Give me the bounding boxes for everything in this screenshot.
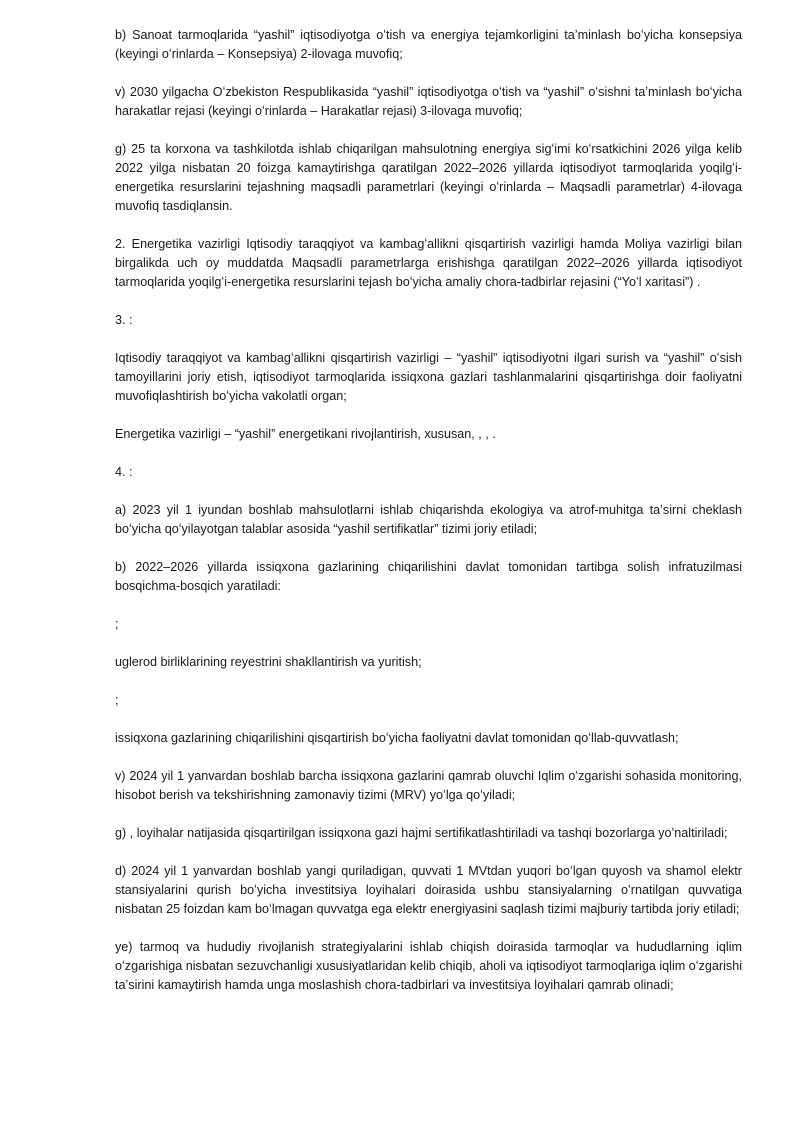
paragraph-4a-yashil-sertifikatlar: a) 2023 yil 1 iyundan boshlab mahsulotlarni ishlab chiqarishda ekologiya va atrof-muhitga taʼsirni cheklash boʻyicha qoʻyilayotgan talablar asosida “yashil sertifikatlar” tizimi joriy etiladi;	[115, 503, 742, 536]
paragraph-4b-issiqxona-gazlari: b) 2022–2026 yillarda issiqxona gazlarining chiqarilishini davlat tomonidan tartibga solish infratuzilmasi bosqichma-bosqich yaratiladi:	[115, 560, 742, 593]
paragraph-4ye-iqlim-moslashish: ye) tarmoq va hududiy rivojlanish strategiyalarini ishlab chiqish doirasida tarmoqlar va hududlarning iqlim oʻzgarishiga nisbatan sezuvchanligi xususiyatlaridan kelib chiqib, aholi va iqtisodiyot tarmoqlariga iqlim oʻzgarishi taʼsirini kamaytirish hamda unga moslashish chora-tadbirlari va investitsiya loyihalari qamrab olinadi;	[115, 940, 742, 992]
paragraph-qollab-quvvatlash: issiqxona gazlarining chiqarilishini qisqartirish boʻyicha faoliyatni davlat tomonidan qoʻllab-quvvatlash;	[115, 731, 679, 745]
paragraph-semicolon-1: ;	[115, 617, 119, 631]
paragraph-1g-maqsadli-parametrlar: g) 25 ta korxona va tashkilotda ishlab chiqarilgan mahsulotning energiya sigʻimi koʻrsatkichini 2026 yilga kelib 2022 yilga nisbatan 20 foizga kamaytirishga qaratilgan 2022–2026 yillarda iqtisodiyot tarmoqlarida yoqilgʻi-energetika resurslarini tejashning maqsadli parametrlari (keyingi oʻrinlarda – Maqsadli parametrlar) 4-ilovaga muvofiq tasdiqlansin.	[115, 142, 742, 213]
paragraph-3-energetika: Energetika vazirligi – “yashil” energetikani rivojlantirish, xususan, , , .	[115, 427, 496, 441]
paragraph-1v-harakatlar-rejasi: v) 2030 yilgacha Oʻzbekiston Respublikasida “yashil” iqtisodiyotga oʻtish va “yashil” oʻsishni taʼminlash boʻyicha harakatlar rejasi (keyingi oʻrinlarda – Harakatlar rejasi) 3-ilovaga muvofiq;	[115, 85, 742, 118]
paragraph-4g-sertifikatlash: g) , loyihalar natijasida qisqartirilgan issiqxona gazi hajmi sertifikatlashtiriladi va tashqi bozorlarga yoʻnaltiriladi;	[115, 826, 728, 840]
paragraph-2-energetika-vazirligi: 2. Energetika vazirligi Iqtisodiy taraqqiyot va kambagʻallikni qisqartirish vazirligi hamda Moliya vazirligi bilan birgalikda uch oy muddatda Maqsadli parametrlarga erishishga qaratilgan 2022–2026 yillarda iqtisodiyot tarmoqlarida yoqilgʻi-energetika resurslarini tejash boʻyicha amaliy chora-tadbirlar rejasini (“Yoʻl xaritasi”) .	[115, 237, 742, 289]
paragraph-semicolon-2: ;	[115, 693, 119, 707]
document-body	[115, 26, 742, 1014]
paragraph-uglerod-reyestri: uglerod birliklarining reyestrini shakllantirish va yuritish;	[115, 655, 422, 669]
paragraph-3-heading: 3. :	[115, 313, 133, 327]
paragraph-4v-mrv: v) 2024 yil 1 yanvardan boshlab barcha issiqxona gazlarini qamrab oluvchi Iqlim oʻzgarishi sohasida monitoring, hisobot berish va tekshirishning zamonaviy tizimi (MRV) yoʻlga qoʻyiladi;	[115, 769, 742, 802]
paragraph-1b-konsepsiya: b) Sanoat tarmoqlarida “yashil” iqtisodiyotga oʻtish va energiya tejamkorligini taʼminlash boʻyicha konsepsiya (keyingi oʻrinlarda – Konsepsiya) 2-ilovaga muvofiq;	[115, 28, 742, 61]
paragraph-3-iqtisodiy-taraqqiyot: Iqtisodiy taraqqiyot va kambagʻallikni qisqartirish vazirligi – “yashil” iqtisodiyotni ilgari surish va “yashil” oʻsish tamoyillarini joriy etish, iqtisodiyot tarmoqlarida issiqxona gazlari tashlanmalarini qisqartirishga doir faoliyatni muvofiqlashtirish boʻyicha vakolatli organ;	[115, 351, 742, 403]
paragraph-4d-elektr-energiyasini-saqlash: d) 2024 yil 1 yanvardan boshlab yangi quriladigan, quvvati 1 MVtdan yuqori boʻlgan quyosh va shamol elektr stansiyalarini qurish boʻyicha investitsiya loyihalari doirasida ushbu stansiyalarning oʻrnatilgan quvvatiga nisbatan 25 foizdan kam boʻlmagan quvvatga ega elektr energiyasini saqlash tizimi majburiy tartibda joriy etiladi;	[115, 864, 742, 916]
paragraph-4-heading: 4. :	[115, 465, 133, 479]
